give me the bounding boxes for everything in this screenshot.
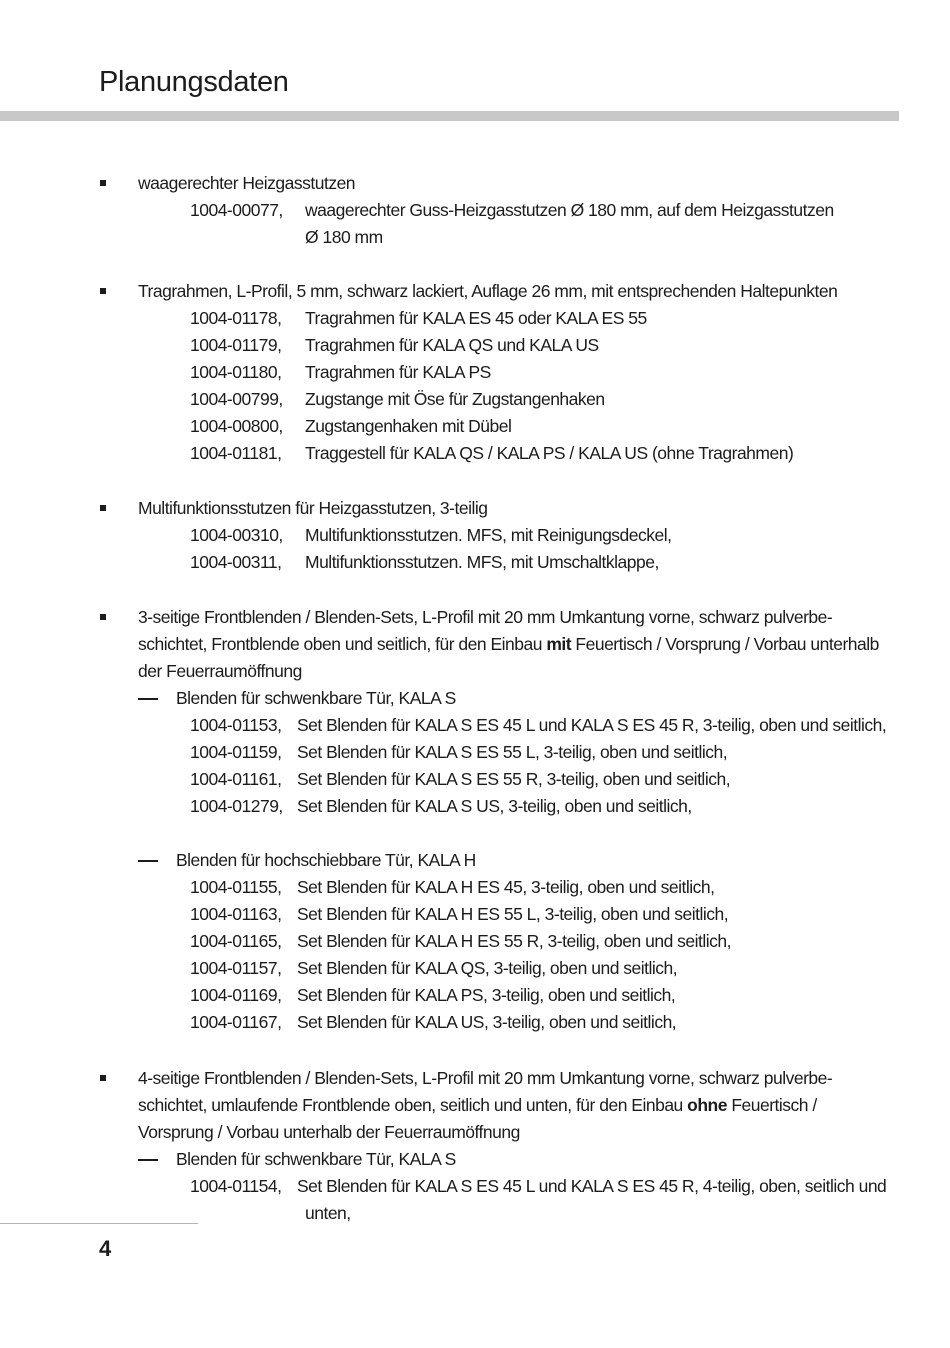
section-heading: Multifunktionsstutzen für Heizgasstutzen, 3-teilig	[138, 498, 488, 518]
article-description-continued: unten,	[305, 1203, 351, 1223]
article-number: 1004-01154,	[190, 1176, 282, 1196]
bullet-icon	[100, 180, 106, 186]
article-description: Tragrahmen für KALA QS und KALA US	[305, 335, 599, 355]
article-description: Tragrahmen für KALA PS	[305, 362, 491, 382]
emphasis-text: mit	[546, 634, 572, 654]
dash-icon	[138, 1159, 158, 1161]
section-heading-line-1: 3-seitige Frontblenden / Blenden-Sets, L-Profil mit 20 mm Umkantung vorne, schwarz pulverbe-	[138, 607, 833, 627]
article-description: Set Blenden für KALA S ES 45 L und KALA S ES 45 R, 3-teilig, oben und seitlich,	[297, 715, 887, 735]
section-heading-line-2: schichtet, umlaufende Frontblende oben, seitlich und unten, für den Einbau ohne Feuertisch /	[138, 1095, 817, 1115]
subgroup-heading: Blenden für schwenkbare Tür, KALA S	[176, 688, 456, 708]
article-number: 1004-00311,	[190, 552, 282, 572]
section-heading: waagerechter Heizgasstutzen	[138, 173, 356, 193]
article-description: Set Blenden für KALA PS, 3-teilig, oben und seitlich,	[297, 985, 676, 1005]
article-number: 1004-01161,	[190, 769, 282, 789]
subgroup-heading: Blenden für schwenkbare Tür, KALA S	[176, 1149, 456, 1169]
section-heading-line-2: schichtet, Frontblende oben und seitlich, für den Einbau mit Feuertisch / Vorsprung / Vorbau unterhalb	[138, 634, 879, 654]
article-description-continued: Ø 180 mm	[305, 227, 383, 247]
footer-divider	[0, 1223, 198, 1224]
section-heading: Tragrahmen, L-Profil, 5 mm, schwarz lackiert, Auflage 26 mm, mit entsprechenden Haltepunkten	[138, 281, 838, 301]
section-heading-line-3: der Feuerraumöffnung	[138, 661, 302, 681]
article-number: 1004-01165,	[190, 931, 282, 951]
article-number: 1004-00799,	[190, 389, 283, 409]
article-description: Set Blenden für KALA H ES 55 R, 3-teilig, oben und seitlich,	[297, 931, 732, 951]
article-number: 1004-01279,	[190, 796, 283, 816]
page-title: Planungsdaten	[99, 66, 289, 98]
section-heading-line-3: Vorsprung / Vorbau unterhalb der Feuerraumöffnung	[138, 1122, 520, 1142]
article-number: 1004-01169,	[190, 985, 282, 1005]
article-number: 1004-01155,	[190, 877, 282, 897]
article-description: Set Blenden für KALA H ES 55 L, 3-teilig, oben und seitlich,	[297, 904, 729, 924]
article-description: Set Blenden für KALA S ES 55 L, 3-teilig, oben und seitlich,	[297, 742, 728, 762]
bullet-icon	[100, 288, 106, 294]
article-description: waagerechter Guss-Heizgasstutzen Ø 180 mm, auf dem Heizgasstutzen	[305, 200, 834, 220]
section-heading-line-1: 4-seitige Frontblenden / Blenden-Sets, L-Profil mit 20 mm Umkantung vorne, schwarz pulverbe-	[138, 1068, 833, 1088]
article-number: 1004-01167,	[190, 1012, 282, 1032]
bullet-icon	[100, 614, 106, 620]
subgroup-heading: Blenden für hochschiebbare Tür, KALA H	[176, 850, 476, 870]
page-number: 4	[99, 1236, 112, 1261]
article-description: Zugstangenhaken mit Dübel	[305, 416, 512, 436]
bullet-icon	[100, 505, 106, 511]
bullet-icon	[100, 1075, 106, 1081]
article-number: 1004-00077,	[190, 200, 283, 220]
dash-icon	[138, 698, 158, 700]
article-number: 1004-01179,	[190, 335, 282, 355]
article-number: 1004-01159,	[190, 742, 282, 762]
article-description: Tragrahmen für KALA ES 45 oder KALA ES 55	[305, 308, 647, 328]
dash-icon	[138, 860, 158, 862]
article-number: 1004-01153,	[190, 715, 282, 735]
article-number: 1004-01163,	[190, 904, 282, 924]
article-description: Multifunktionsstutzen. MFS, mit Umschaltklappe,	[305, 552, 659, 572]
article-description: Set Blenden für KALA S ES 45 L und KALA S ES 45 R, 4-teilig, oben, seitlich und	[297, 1176, 887, 1196]
article-number: 1004-01181,	[190, 443, 282, 463]
article-description: Set Blenden für KALA S ES 55 R, 3-teilig, oben und seitlich,	[297, 769, 731, 789]
article-number: 1004-01157,	[190, 958, 282, 978]
article-description: Set Blenden für KALA QS, 3-teilig, oben und seitlich,	[297, 958, 678, 978]
header-divider	[0, 111, 899, 121]
article-description: Set Blenden für KALA H ES 45, 3-teilig, oben und seitlich,	[297, 877, 715, 897]
article-number: 1004-00310,	[190, 525, 283, 545]
article-description: Traggestell für KALA QS / KALA PS / KALA US (ohne Tragrahmen)	[305, 443, 794, 463]
article-description: Set Blenden für KALA S US, 3-teilig, oben und seitlich,	[297, 796, 692, 816]
article-description: Set Blenden für KALA US, 3-teilig, oben und seitlich,	[297, 1012, 677, 1032]
article-number: 1004-01178,	[190, 308, 282, 328]
article-description: Multifunktionsstutzen. MFS, mit Reinigungsdeckel,	[305, 525, 672, 545]
article-number: 1004-00800,	[190, 416, 283, 436]
article-description: Zugstange mit Öse für Zugstangenhaken	[305, 389, 605, 409]
article-number: 1004-01180,	[190, 362, 282, 382]
emphasis-text: ohne	[687, 1095, 727, 1115]
